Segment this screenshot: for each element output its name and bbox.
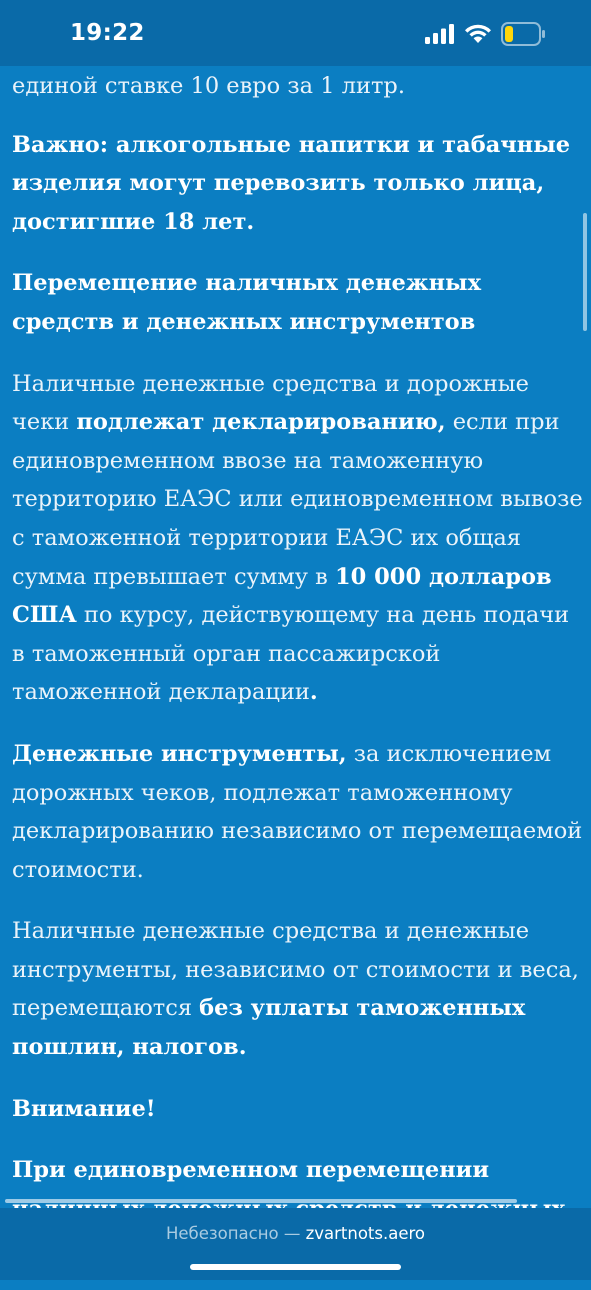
attention-heading-text: Внимание! [12, 1095, 156, 1122]
age-notice-bold: Важно: алкогольные напитки и табачные изделия могут перевозить только лица, достигшие 18 лет. [12, 131, 571, 235]
address-separator: — [278, 1224, 306, 1243]
wifi-icon [464, 22, 492, 44]
paragraph-cash-declaration: Наличные денежные средства и дорожные чеки подлежат декларированию, если при единовременном ввозе на таможенную территорию ЕАЭС или единовременном вывозе с таможенной территории ЕАЭС их общая сумма превышает сумму в 10 000 долларов США по курсу, действующему на день подачи в таможенный орган пассажирской таможенной декларации. [12, 370, 583, 706]
cellular-signal-icon [425, 24, 455, 44]
single-transfer-bold: При единовременном перемещении [12, 1157, 490, 1184]
status-bar [0, 0, 591, 66]
paragraph-age-notice [12, 126, 584, 242]
horizontal-scroll-indicator[interactable] [5, 1199, 517, 1203]
vertical-scroll-indicator[interactable] [583, 213, 587, 331]
paragraph-duty-free: Наличные денежные средства и денежные инструменты, независимо от стоимости и веса, перемещаются без уплаты таможенных пошлин, налогов. [12, 918, 579, 1061]
paragraph-monetary-instruments: Денежные инструменты, за исключением дорожных чеков, подлежат таможенному декларированию независимо от перемещаемой стоимости. [12, 740, 583, 883]
declaration-required-bold: подлежат декларированию, [76, 409, 446, 436]
duty-free-bold: без уплаты таможенных пошлин, налогов. [12, 995, 526, 1061]
paragraph-alcohol-rate: единой ставке 10 евро за 1 литр. [12, 73, 405, 99]
home-indicator[interactable] [190, 1264, 401, 1270]
site-domain: zvartnots.aero [305, 1224, 426, 1243]
section-heading-cash [12, 264, 584, 341]
amount-limit-bold: 10 000 долларов США [12, 563, 552, 629]
status-time: 19:22 [70, 20, 145, 46]
monetary-instruments-bold: Денежные инструменты, [12, 740, 347, 767]
browser-address-bar[interactable] [0, 1208, 591, 1280]
section-heading-attention [12, 1090, 584, 1129]
address-text[interactable] [0, 1224, 591, 1243]
article-body [12, 67, 584, 1290]
cash-heading-text: Перемещение наличных денежных средств и денежных инструментов [12, 270, 482, 335]
battery-low-icon [501, 22, 546, 46]
security-status-label: Небезопасно [165, 1224, 279, 1243]
